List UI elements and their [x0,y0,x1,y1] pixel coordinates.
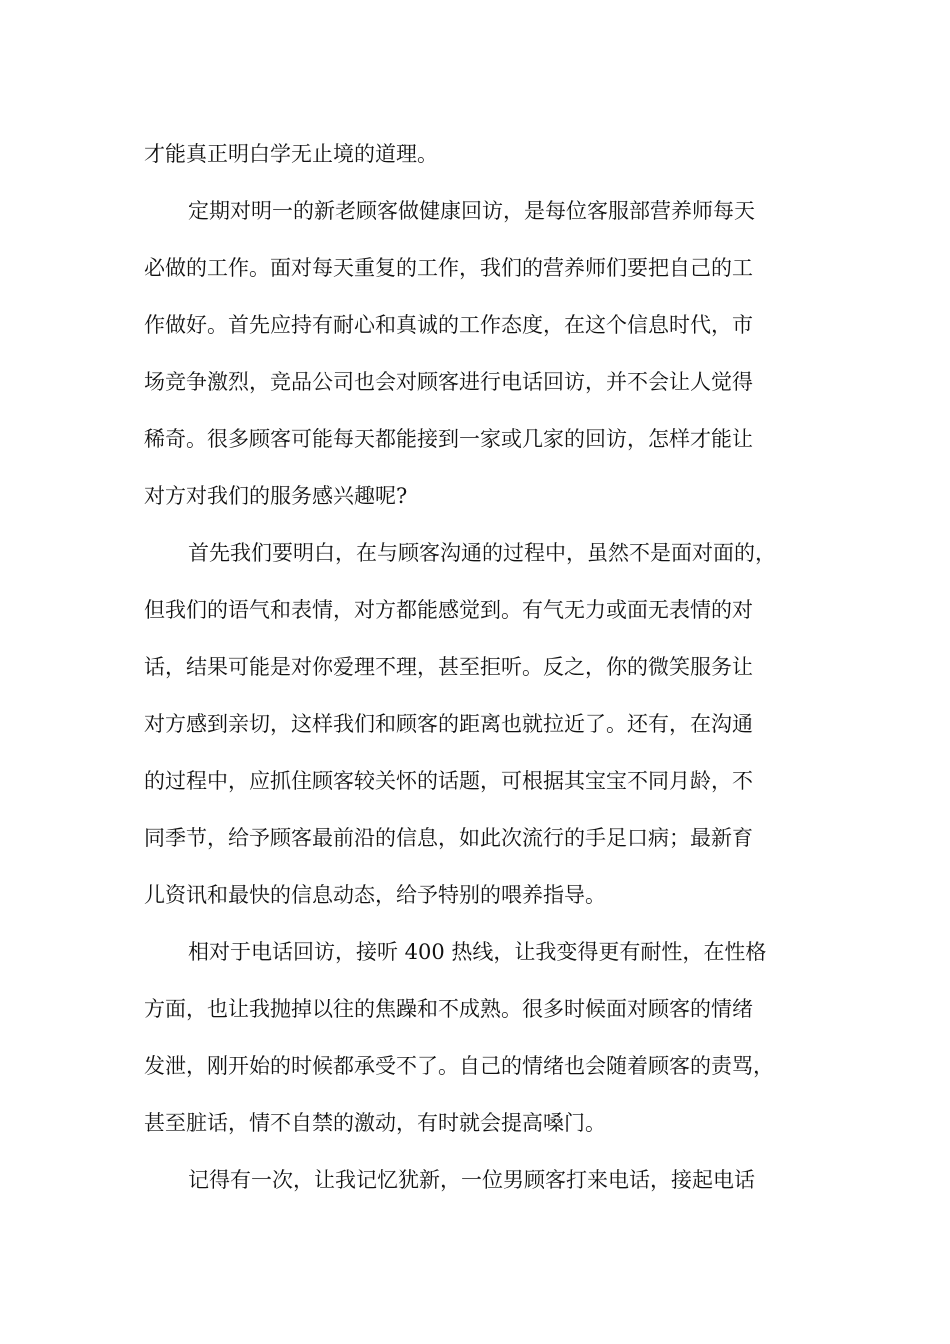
text-line: 的过程中，应抓住顾客较关怀的话题，可根据其宝宝不同月龄，不 [144,769,753,793]
text-line: 对方对我们的服务感兴趣呢? [144,484,408,508]
text-line: 发泄，刚开始的时候都承受不了。自己的情绪也会随着顾客的责骂， [144,1054,774,1078]
text-line: 才能真正明白学无止境的道理。 [144,142,438,166]
text-line: 作做好。首先应持有耐心和真诚的工作态度，在这个信息时代，市 [144,313,753,337]
text-line: 定期对明一的新老顾客做健康回访，是每位客服部营养师每天 [188,199,755,223]
text-line: 相对于电话回访，接听 400 热线，让我变得更有耐性，在性格 [188,940,767,964]
text-line: 同季节，给予顾客最前沿的信息，如此次流行的手足口病；最新育 [144,826,753,850]
text-line: 记得有一次，让我记忆犹新，一位男顾客打来电话，接起电话 [188,1168,755,1192]
text-line: 稀奇。很多顾客可能每天都能接到一家或几家的回访，怎样才能让 [144,427,753,451]
text-line: 必做的工作。面对每天重复的工作，我们的营养师们要把自己的工 [144,256,753,280]
document-body [144,126,806,1209]
text-line: 甚至脏话，情不自禁的激动，有时就会提高嗓门。 [144,1111,606,1135]
text-line: 但我们的语气和表情，对方都能感觉到。有气无力或面无表情的对 [144,598,753,622]
text-line: 方面，也让我抛掉以往的焦躁和不成熟。很多时候面对顾客的情绪 [144,997,753,1021]
text-line: 场竞争激烈，竞品公司也会对顾客进行电话回访，并不会让人觉得 [144,370,753,394]
text-line: 首先我们要明白，在与顾客沟通的过程中，虽然不是面对面的， [188,541,776,565]
text-line: 儿资讯和最快的信息动态，给予特别的喂养指导。 [144,883,606,907]
text-line: 话，结果可能是对你爱理不理，甚至拒听。反之，你的微笑服务让 [144,655,753,679]
text-line: 对方感到亲切，这样我们和顾客的距离也就拉近了。还有，在沟通 [144,712,753,736]
